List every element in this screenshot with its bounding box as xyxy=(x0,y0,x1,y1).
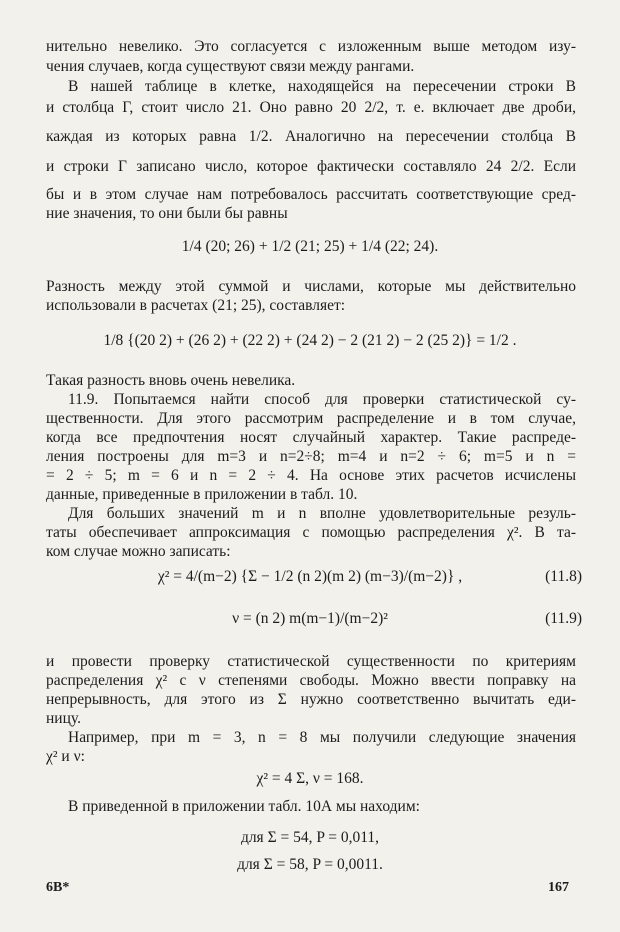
text-line: В нашей таблице в клетке, находящейся на пересечении строки В xyxy=(68,78,576,95)
section-heading-line: 11.9. Попытаемся найти способ для проверки статистической су- xyxy=(68,391,576,408)
text-line: каждая из которых равна 1/2. Аналогично на пересечении столбца В xyxy=(46,128,576,145)
text-line: нительно невелико. Это согласуется с изложенным выше методом изу- xyxy=(46,38,576,55)
text-line: ницу. xyxy=(46,710,81,727)
text-line: ние значения, то они были бы равны xyxy=(46,205,288,222)
signature-mark: 6В* xyxy=(46,880,70,895)
text-line: = 2 ÷ 5; m = 6 и n = 2 ÷ 4. На основе этих расчетов исчислены xyxy=(46,467,576,484)
equation-nu: ν = (n 2) m(m−1)/(m−2)² xyxy=(232,610,388,627)
text-line: Такая разность вновь очень невелика. xyxy=(46,372,296,389)
text-line: и строки Г записано число, которое фактически составляло 24 2/2. Если xyxy=(46,158,576,175)
text-line: бы и в этом случае нам потребовалось рассчитать соответствующие сред- xyxy=(46,186,576,203)
text-line: чения случаев, когда существуют связи между рангами. xyxy=(46,58,415,75)
text-line: использовали в расчетах (21; 25), составляет: xyxy=(46,297,346,314)
text-line: Например, при m = 3, n = 8 мы получили следующие значения xyxy=(68,729,576,746)
equation-means: 1/4 (20; 26) + 1/2 (21; 25) + 1/4 (22; 24). xyxy=(181,238,439,255)
page-number: 167 xyxy=(548,880,569,895)
equation-p-value-1: для Σ = 54, P = 0,011, xyxy=(240,829,380,846)
text-line: таты обеспечивает аппроксимация с помощью распределения χ². В та- xyxy=(46,524,576,541)
equation-number: (11.8) xyxy=(545,568,582,585)
equation-p-value-2: для Σ = 58, P = 0,0011. xyxy=(237,856,383,873)
text-line: данные, приведенные в приложении в табл. 10. xyxy=(46,486,358,503)
text-line: когда все предпочтения носят случайный характер. Такие распреде- xyxy=(46,429,576,446)
text-line: и столбца Г, стоит число 21. Оно равно 20 2/2, т. е. включает две дроби, xyxy=(46,99,576,116)
text-line: ления построены для m=3 и n=2÷8; m=4 и n=2 ÷ 6; m=5 и n = xyxy=(46,448,576,465)
text-line: В приведенной в приложении табл. 10А мы находим: xyxy=(68,798,420,815)
text-line: Разность между этой суммой и числами, которые мы действительно xyxy=(46,278,576,295)
equation-number: (11.9) xyxy=(545,610,582,627)
equation-chi-square: χ² = 4/(m−2) {Σ − 1/2 (n 2)(m 2) (m−3)/(m−2)} , xyxy=(157,568,463,585)
text-line: Для больших значений m и n вполне удовлетворительные резуль- xyxy=(68,505,576,522)
text-line: ком случае можно записать: xyxy=(46,543,231,560)
text-line: распределения χ² с ν степенями свободы. Можно ввести поправку на xyxy=(46,672,576,689)
text-line: и провести проверку статистической существенности по критериям xyxy=(46,653,576,670)
text-line: χ² и ν: xyxy=(46,748,85,765)
text-line: щественности. Для этого рассмотрим распределение и в том случае, xyxy=(46,410,576,427)
text-line: непрерывность, для этого из Σ нужно соответственно вычитать еди- xyxy=(46,691,576,708)
equation-example: χ² = 4 Σ, ν = 168. xyxy=(256,770,364,787)
equation-difference: 1/8 {(20 2) + (26 2) + (22 2) + (24 2) − 2 (21 2) − 2 (25 2)} = 1/2 . xyxy=(103,332,517,349)
